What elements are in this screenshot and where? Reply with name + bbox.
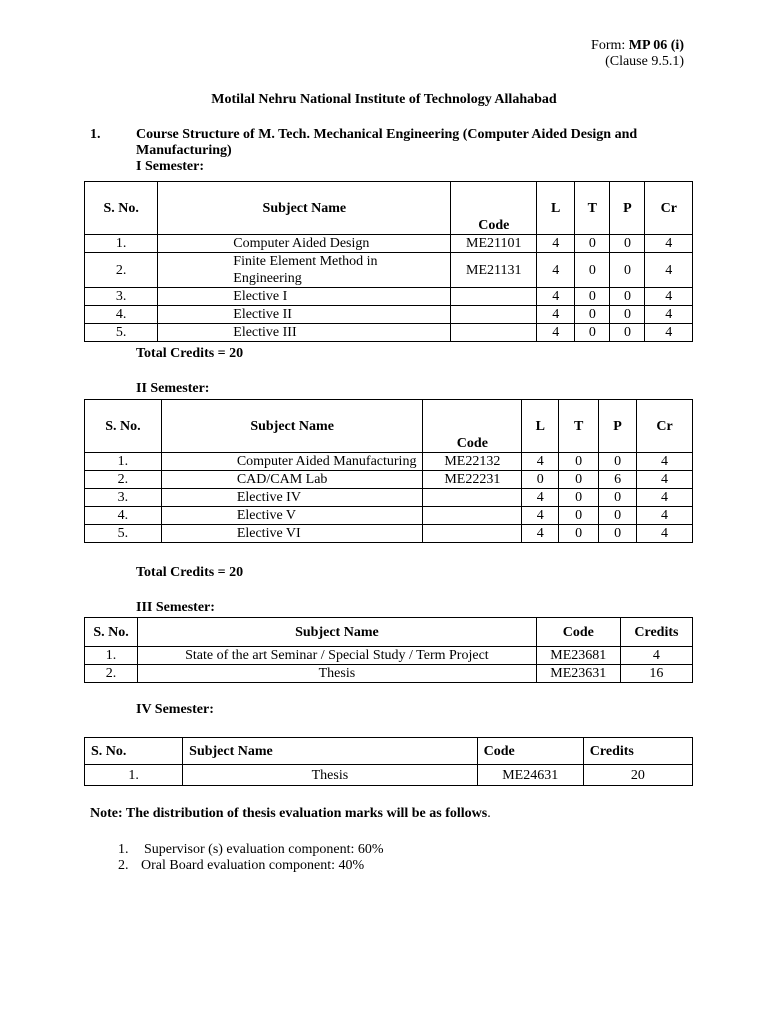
cell-cr: 4 bbox=[645, 324, 693, 342]
cell-t: 0 bbox=[559, 525, 599, 543]
cell-cr: 4 bbox=[645, 306, 693, 324]
list-item-number: 2. bbox=[118, 858, 129, 873]
table-row bbox=[85, 253, 693, 288]
table-row bbox=[85, 453, 693, 471]
header-subject: Subject Name bbox=[161, 400, 423, 453]
list-item bbox=[118, 842, 384, 858]
cell-code: ME23681 bbox=[536, 647, 620, 665]
sem3-header-row bbox=[85, 618, 693, 647]
cell-cr: 4 bbox=[645, 253, 693, 288]
section-number: 1. bbox=[90, 127, 101, 142]
cell-subject: Thesis bbox=[183, 765, 477, 786]
section-title bbox=[136, 127, 696, 175]
form-reference bbox=[591, 38, 684, 70]
cell-l: 4 bbox=[522, 489, 559, 507]
cell-subject: State of the art Seminar / Special Study / Term Project bbox=[138, 647, 537, 665]
header-cr: Cr bbox=[637, 400, 693, 453]
institute-name: Motilal Nehru National Institute of Technology Allahabad bbox=[211, 92, 557, 107]
cell-p: 0 bbox=[610, 235, 645, 253]
sem1-header-row bbox=[85, 182, 693, 235]
cell-p: 0 bbox=[599, 507, 637, 525]
table-row bbox=[85, 647, 693, 665]
cell-p: 6 bbox=[599, 471, 637, 489]
cell-code: ME23631 bbox=[536, 665, 620, 683]
header-t: T bbox=[559, 400, 599, 453]
header-code: Code bbox=[451, 182, 537, 235]
cell-sno: 2. bbox=[85, 471, 162, 489]
cell-p: 0 bbox=[599, 489, 637, 507]
cell-l: 4 bbox=[537, 253, 575, 288]
cell-cr: 4 bbox=[645, 288, 693, 306]
header-subject: Subject Name bbox=[138, 618, 537, 647]
cell-code bbox=[423, 489, 522, 507]
header-sno: S. No. bbox=[85, 400, 162, 453]
header-p: P bbox=[599, 400, 637, 453]
cell-t: 0 bbox=[559, 471, 599, 489]
cell-l: 4 bbox=[537, 235, 575, 253]
list-item-number: 1. bbox=[118, 842, 129, 857]
cell-l: 0 bbox=[522, 471, 559, 489]
table-row bbox=[85, 765, 693, 786]
cell-t: 0 bbox=[575, 253, 610, 288]
cell-p: 0 bbox=[599, 453, 637, 471]
cell-p: 0 bbox=[610, 306, 645, 324]
list-item-text: Oral Board evaluation component: 40% bbox=[141, 858, 365, 873]
header-l: L bbox=[537, 182, 575, 235]
cell-subject: Elective III bbox=[158, 324, 451, 342]
header-code: Code bbox=[477, 738, 583, 765]
cell-code bbox=[423, 507, 522, 525]
header-subject: Subject Name bbox=[183, 738, 477, 765]
cell-cr: 4 bbox=[645, 235, 693, 253]
cell-sno: 2. bbox=[85, 253, 158, 288]
table-row bbox=[85, 489, 693, 507]
header-credits: Credits bbox=[583, 738, 692, 765]
header-sno: S. No. bbox=[85, 738, 183, 765]
cell-sno: 1. bbox=[85, 453, 162, 471]
cell-subject: Elective VI bbox=[161, 525, 423, 543]
cell-subject: Finite Element Method in Engineering bbox=[158, 253, 451, 288]
header-sno: S. No. bbox=[85, 618, 138, 647]
sem2-total-credits: Total Credits = 20 bbox=[136, 565, 244, 580]
cell-subject: Elective V bbox=[161, 507, 423, 525]
section-title-line1: Course Structure of M. Tech. Mechanical Engineering (Computer Aided Design and bbox=[136, 127, 638, 142]
cell-t: 0 bbox=[559, 453, 599, 471]
cell-subject: Computer Aided Design bbox=[158, 235, 451, 253]
cell-code: ME22132 bbox=[423, 453, 522, 471]
table-row bbox=[85, 525, 693, 543]
table-row bbox=[85, 471, 693, 489]
section-title-line2: Manufacturing) bbox=[136, 143, 232, 158]
sem2-header-row bbox=[85, 400, 693, 453]
form-code: MP 06 (i) bbox=[628, 38, 684, 53]
header-sno: S. No. bbox=[85, 182, 158, 235]
list-item bbox=[118, 858, 384, 874]
sem4-header-row bbox=[85, 738, 693, 765]
header-t: T bbox=[575, 182, 610, 235]
table-row bbox=[85, 665, 693, 683]
cell-l: 4 bbox=[537, 288, 575, 306]
note-suffix: . bbox=[487, 806, 491, 821]
cell-credits: 16 bbox=[620, 665, 692, 683]
cell-p: 0 bbox=[610, 253, 645, 288]
cell-p: 0 bbox=[599, 525, 637, 543]
cell-credits: 4 bbox=[620, 647, 692, 665]
cell-p: 0 bbox=[610, 288, 645, 306]
cell-sno: 3. bbox=[85, 489, 162, 507]
sem4-title: IV Semester: bbox=[136, 702, 214, 717]
cell-l: 4 bbox=[522, 453, 559, 471]
cell-cr: 4 bbox=[637, 525, 693, 543]
header-p: P bbox=[610, 182, 645, 235]
table-row bbox=[85, 306, 693, 324]
cell-t: 0 bbox=[559, 489, 599, 507]
cell-code bbox=[451, 306, 537, 324]
sem4-table bbox=[84, 737, 693, 786]
table-row bbox=[85, 507, 693, 525]
header-subject: Subject Name bbox=[158, 182, 451, 235]
cell-code bbox=[423, 525, 522, 543]
cell-subject: Elective I bbox=[158, 288, 451, 306]
cell-sno: 5. bbox=[85, 324, 158, 342]
cell-t: 0 bbox=[575, 306, 610, 324]
header-credits: Credits bbox=[620, 618, 692, 647]
cell-sno: 2. bbox=[85, 665, 138, 683]
sem1-title: I Semester: bbox=[136, 159, 205, 174]
list-item-text: Supervisor (s) evaluation component: 60% bbox=[144, 842, 384, 857]
cell-sno: 3. bbox=[85, 288, 158, 306]
cell-subject: Elective II bbox=[158, 306, 451, 324]
sem1-table bbox=[84, 181, 693, 342]
table-row bbox=[85, 324, 693, 342]
cell-l: 4 bbox=[522, 525, 559, 543]
cell-code bbox=[451, 288, 537, 306]
header-cr: Cr bbox=[645, 182, 693, 235]
cell-t: 0 bbox=[575, 235, 610, 253]
cell-cr: 4 bbox=[637, 489, 693, 507]
cell-cr: 4 bbox=[637, 453, 693, 471]
cell-cr: 4 bbox=[637, 471, 693, 489]
cell-cr: 4 bbox=[637, 507, 693, 525]
evaluation-list bbox=[118, 842, 384, 874]
table-row bbox=[85, 235, 693, 253]
cell-l: 4 bbox=[522, 507, 559, 525]
table-row bbox=[85, 288, 693, 306]
header-code: Code bbox=[536, 618, 620, 647]
header-code: Code bbox=[423, 400, 522, 453]
cell-sno: 4. bbox=[85, 507, 162, 525]
sem1-total-credits: Total Credits = 20 bbox=[136, 346, 244, 361]
cell-sno: 5. bbox=[85, 525, 162, 543]
form-clause: (Clause 9.5.1) bbox=[605, 54, 684, 69]
cell-l: 4 bbox=[537, 306, 575, 324]
cell-code: ME21131 bbox=[451, 253, 537, 288]
cell-t: 0 bbox=[575, 324, 610, 342]
cell-code: ME24631 bbox=[477, 765, 583, 786]
cell-sno: 1. bbox=[85, 235, 158, 253]
sem2-title: II Semester: bbox=[136, 381, 210, 396]
cell-code bbox=[451, 324, 537, 342]
sem2-table bbox=[84, 399, 693, 543]
sem3-table bbox=[84, 617, 693, 683]
cell-subject: CAD/CAM Lab bbox=[161, 471, 423, 489]
sem3-title: III Semester: bbox=[136, 600, 215, 615]
cell-p: 0 bbox=[610, 324, 645, 342]
cell-sno: 4. bbox=[85, 306, 158, 324]
note-text: Note: The distribution of thesis evaluation marks will be as follows bbox=[90, 806, 488, 821]
cell-subject: Computer Aided Manufacturing bbox=[161, 453, 423, 471]
cell-t: 0 bbox=[575, 288, 610, 306]
thesis-note bbox=[90, 806, 491, 822]
cell-code: ME22231 bbox=[423, 471, 522, 489]
cell-l: 4 bbox=[537, 324, 575, 342]
cell-credits: 20 bbox=[583, 765, 692, 786]
cell-sno: 1. bbox=[85, 765, 183, 786]
form-label: Form: bbox=[591, 38, 629, 53]
header-l: L bbox=[522, 400, 559, 453]
cell-subject: Thesis bbox=[138, 665, 537, 683]
cell-sno: 1. bbox=[85, 647, 138, 665]
cell-t: 0 bbox=[559, 507, 599, 525]
cell-subject: Elective IV bbox=[161, 489, 423, 507]
cell-code: ME21101 bbox=[451, 235, 537, 253]
